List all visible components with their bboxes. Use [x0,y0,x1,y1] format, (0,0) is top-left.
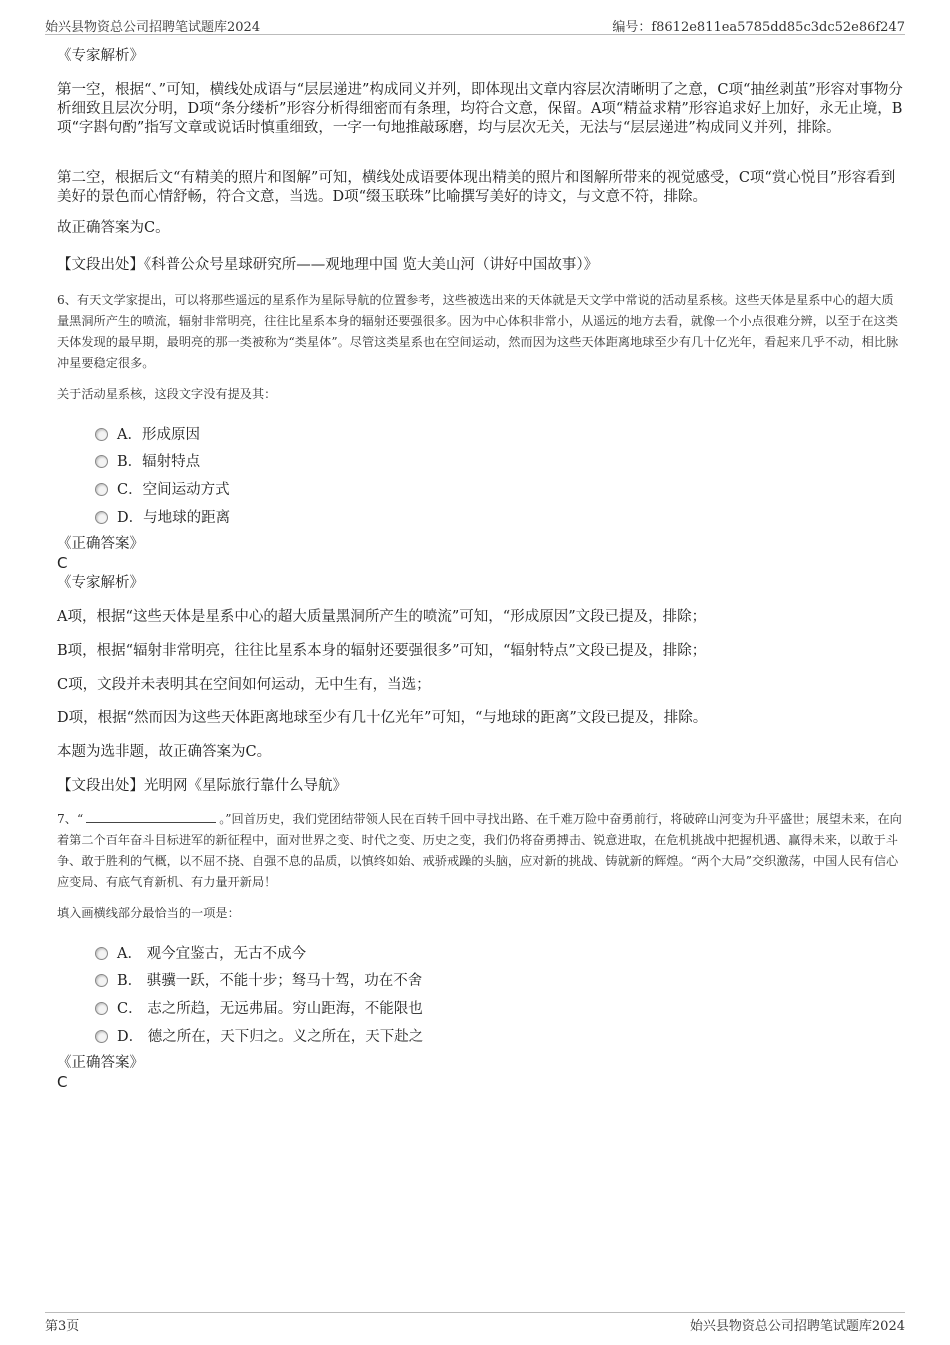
radio-button[interactable] [95,1002,108,1015]
page-footer [45,1312,905,1333]
option-label: D． 德之所在，天下归之。义之所在，天下赴之 [117,1029,424,1045]
radio-button[interactable] [95,947,108,960]
radio-button[interactable] [95,1030,108,1043]
footer-title: 始兴县物资总公司招聘笔试题库2024 [689,1319,905,1334]
option-label: D．与地球的距离 [117,510,231,526]
q5-analysis-para1: 第一空，根据“、”可知，横线处成语与“层层递进”构成同义并列，即体现出文章内容层次清晰明了之意，C项“抽丝剥茧”形容对事物分析细致且层次分明，D项“条分缕析”形容分析得细密而有条理，均符合文意，保留。A项“精益求精”形容追求好上加好，永无止境，B项“字斟句酌”指写文章或说话时慎重细致，一字一句地推敲琢磨，均与层次无关，无法与“层层递进”构成同义并列，排除。 [57,82,903,136]
page-header [45,14,905,35]
q6-question: 关于活动星系核，这段文字没有提及其： [57,387,277,401]
q7-question: 填入画横线部分最恰当的一项是： [57,906,240,920]
q7-stem-text: 。”回首历史，我们党团结带领人民在百转千回中寻找出路、在千难万险中奋勇前行，将破碎山河变为升平盛世；展望未来，在向着第二个百年奋斗目标进军的新征程中，面对世界之变、时代之变、历史之变，我们仍将奋勇搏击、锐意进取，在危机挑战中把握机遇、赢得未来，以敢于斗争、敢于胜利的气概，以不屈不挠、自强不息的品质，以慎终如始、戒骄戒躁的头脑，应对新的挑战、铸就新的辉煌。“两个大局”交织激荡，中国人民有信心应变局、有底气育新机、有力量开新局！ [57,812,902,889]
radio-button[interactable] [95,428,108,441]
q7-stem [57,809,905,893]
q6-analysis-d: D项，根据“然而因为这些天体距离地球至少有几十亿光年”可知，“与地球的距离”文段已提及，排除。 [57,710,708,726]
page-number: 第3页 [45,1319,80,1334]
radio-button[interactable] [95,511,108,524]
q6-analysis-b: B项，根据“辐射非常明亮，往往比星系本身的辐射还要强很多”可知，“辐射特点”文段已提及，排除； [57,643,707,659]
q7-number: 7、“ [57,812,84,826]
q5-conclusion: 故正确答案为C。 [57,220,170,236]
q6-expert-heading: 《专家解析》 [57,575,144,591]
radio-button[interactable] [95,974,108,987]
q6-correct-answer: C [57,554,68,572]
option-label: B． 骐骥一跃，不能十步；驽马十驾，功在不舍 [117,973,423,989]
option-label: C．空间运动方式 [117,482,230,498]
q5-analysis-para2: 第二空，根据后文“有精美的照片和图解”可知，横线处成语要体现出精美的照片和图解所带来的视觉感受，C项“赏心悦目”形容看到美好的景色而心情舒畅，符合文意，当选。D项“缀玉联珠”比喻撰写美好的诗文，与文意不符，排除。 [57,170,896,205]
header-title: 始兴县物资总公司招聘笔试题库2024 [45,20,261,35]
radio-button[interactable] [95,455,108,468]
radio-button[interactable] [95,483,108,496]
header-code: 编号：f8612e811ea5785dd85c3dc52e86f247 [612,20,905,35]
q6-correct-heading: 《正确答案》 [57,536,144,552]
option-label: A． 观今宜鉴古，无古不成今 [117,946,307,962]
q6-conclusion: 本题为选非题，故正确答案为C。 [57,744,272,760]
q6-stem: 6、有天文学家提出，可以将那些遥远的星系作为星际导航的位置参考，这些被选出来的天体就是天文学中常说的活动星系核。这些天体是星系中心的超大质量黑洞所产生的喷流，辐射非常明亮，往往比星系本身的辐射还要强很多。因为中心体积非常小，从遥远的地方去看，就像一个小点很难分辨，以至于在这类天体发现的最早期，最明亮的那一类被称为“类星体”。尽管这类星系也在空间运动，然而因为这些天体距离地球至少有几十亿光年，看起来几乎不动，相比脉冲星要稳定很多。 [57,293,899,370]
option-label: B．辐射特点 [117,454,201,470]
q5-source: 【文段出处】《科普公众号星球研究所——观地理中国 览大美山河（讲好中国故事）》 [57,257,599,273]
q5-expert-heading: 《专家解析》 [57,48,144,64]
q6-source: 【文段出处】光明网《星际旅行靠什么导航》 [57,778,347,794]
option-label: C． 志之所趋，无远弗届。穷山距海，不能限也 [117,1001,423,1017]
q6-analysis-a: A项，根据“这些天体是星系中心的超大质量黑洞所产生的喷流”可知，“形成原因”文段已提及，排除； [57,609,707,625]
q7-correct-heading: 《正确答案》 [57,1055,144,1071]
fill-blank-line [86,810,216,823]
q7-correct-answer: C [57,1073,68,1091]
option-label: A．形成原因 [117,427,200,443]
q6-analysis-c: C项，文段并未表明其在空间如何运动，无中生有，当选； [57,677,431,693]
